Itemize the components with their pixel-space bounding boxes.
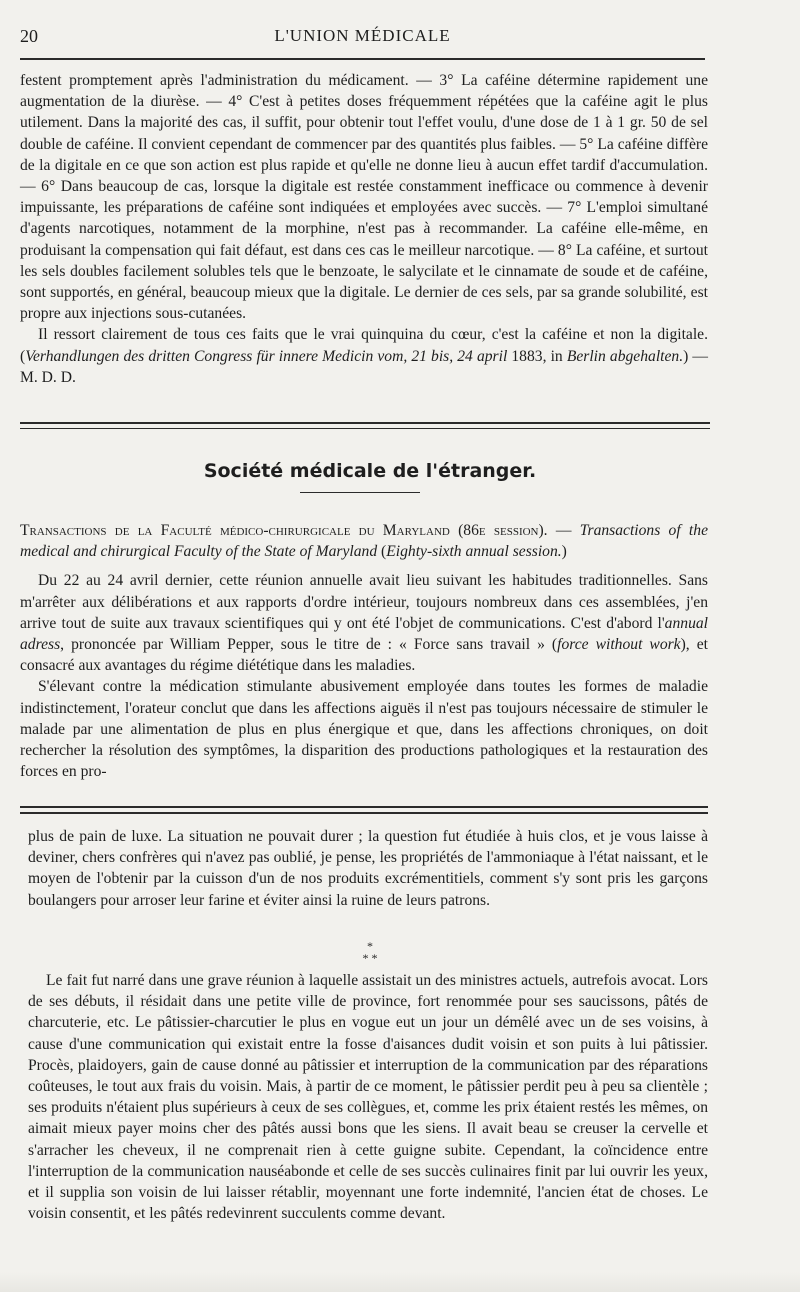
heading-paren-close: ) bbox=[561, 543, 567, 561]
summary-text: Il ressort clairement de tous ces faits que le vrai quinquina du cœur, c'est la caféine et non la digitale. ( bbox=[20, 326, 708, 365]
header-rule bbox=[20, 58, 705, 60]
caffeine-conclusions-paragraph: festent promptement après l'administration du médicament. — 3° La caféine détermine rapidement une augmentation de la diurèse. — 4° C'est à petites doses fréquemment répétées que la caféine agit le plus utilement. Dans la majorité des cas, il suffit, pour obtenir tout l'effet voulu, d'une dose de 1 à 1 gr. 50 de sel double de caféine. Il convient cependant de commencer par des quantités plus faibles. — 5° La caféine diffère de la digitale en ce que son action est plus rapide et qu'elle ne donne lieu à aucun effet tardif d'accumulation. — 6° Dans beaucoup de cas, lorsque la digitale est restée constamment inefficace ou commence à devenir impuissante, les préparations de caféine sont indiquées et employées avec succès. — 7° L'emploi simultané d'agents narcotiques, notamment de la morphine, n'est pas à recommander. La caféine elle-même, en produisant la compensation qui fait défaut, est dans ces cas le meilleur narcotique. — 8° La caféine, et surtout les sels doubles facilement solubles tels que le benzoate, le salycilate et le cinnamate de soude et de caféine, sont supportés, en général, beaucoup mieux que la digitale. Le dernier de ces sels, par sa grande solubilité, est propre aux injections sous-cutanées. bbox=[20, 72, 708, 323]
author-signature: ) — M. D. D. bbox=[20, 347, 709, 386]
running-title: L'UNION MÉDICALE bbox=[274, 26, 451, 45]
stimulation-paragraph: S'élevant contre la médication stimulante abusivement employée dans toutes les formes de maladie indistinctement, l'orateur conclut que dans les affections aiguës il n'est pas toujours nécessaire de stimuler le malade par une alimentation de plus en plus énergique et que, dans les affections chroniques, on doit rechercher la résolution des symptômes, la disparition des productions pathologiques et la restauration des forces en pro- bbox=[20, 678, 708, 781]
transactions-session: Eighty-sixth annual session. bbox=[386, 543, 562, 561]
transactions-article bbox=[20, 520, 708, 782]
page-header bbox=[20, 26, 705, 54]
caffeine-article bbox=[20, 70, 708, 388]
fold-rule-1 bbox=[20, 806, 708, 808]
lower-page-story bbox=[28, 970, 708, 1224]
pastry-story-paragraph: Le fait fut narré dans une grave réunion à laquelle assistait un des ministres actuels, autrefois avocat. Lors de ses débuts, il résidait dans une petite ville de province, fort renommée pour ses saucissons, pâtés de charcuterie, etc. Le pâtissier-charcutier le plus en vogue eut un jour un démêlé avec un de ses voisins, à cause d'une communication qui existait entre la fosse d'aisances dudit voisin et son puits à lui pâtissier. Procès, plaidoyers, gain de cause donné au pâtissier et interruption de la communication par des réparations coûteuses, le tout aux frais du voisin. Mais, à partir de ce moment, le pâtissier perdit peu à peu sa clientèle ; ses produits n'étaient plus supérieurs à ceux de ses collègues, et, comme les prix étaient restés les mêmes, on aimait mieux payer moins cher des pâtés aussi bons que les siens. Il avait beau se creuser la cervelle et s'arracher les cheveux, il ne comprenait rien à cette guigne subite. Cependant, la coïncidence entre l'interruption de la communication nauséabonde et celle de ses succès culinaires finit par lui ouvrir les yeux, et il supplia son voisin de lui laisser rétablir, moyennant une forte indemnité, l'ancien état de choses. Le voisin consentit, et les pâtés redevinrent succulents comme devant. bbox=[28, 972, 708, 1223]
heading-paren-open: ( bbox=[377, 543, 387, 561]
section-rule-top-2 bbox=[20, 428, 710, 429]
fold-rule-2 bbox=[20, 812, 708, 814]
transactions-heading-fr: Transactions de la Faculté médico-chirurgicale du Maryland (86e session). bbox=[20, 522, 548, 539]
heading-dash: — bbox=[547, 522, 580, 539]
section-title-underline bbox=[300, 492, 420, 493]
section-title: Société médicale de l'étranger. bbox=[203, 460, 537, 482]
citation-place: Berlin abgehalten. bbox=[566, 347, 684, 365]
address-text-c: ), et consacré aux avantages du régime diététique dans les maladies. bbox=[20, 636, 708, 675]
address-text-a: Du 22 au 24 avril dernier, cette réunion annuelle avait lieu suivant les habitudes traditionnelles. Sans m'arrêter aux délibérations et aux rapports d'ordre intérieur, toujours nombreux dans ces assemblées, j'en arrive tout de suite aux travaux scientifiques qui y ont été l'objet de communications. C'est d'abord l' bbox=[20, 572, 708, 632]
transactions-heading bbox=[20, 520, 708, 562]
section-separator-stars bbox=[330, 940, 410, 964]
lower-page-top bbox=[28, 826, 708, 911]
star-top: * bbox=[367, 939, 373, 953]
transactions-heading-en: Transactions of the medical and chirurgical Faculty of the State of Maryland bbox=[20, 522, 708, 561]
address-italic-2: force without work bbox=[557, 636, 681, 654]
section-rule-top-1 bbox=[20, 422, 710, 424]
bakers-paragraph: plus de pain de luxe. La situation ne pouvait durer ; la question fut étudiée à huis clos, et je vous laisse à deviner, chers confrères qui n'avez pas oublié, je pense, les propriétés de l'ammoniaque à l'état naissant, et le moyen de l'obtenir par la cuisson d'un de nos produits excrémentitiels, comment s'y sont pris les garçons boulangers pour arroser leur farine et éviter ainsi la ruine de leurs patrons. bbox=[28, 828, 708, 909]
annual-address-paragraph bbox=[20, 570, 708, 676]
address-italic: annual adress bbox=[20, 614, 708, 654]
page-bottom-edge bbox=[0, 1272, 800, 1292]
page-number: 20 bbox=[20, 26, 38, 46]
address-text-b: , prononcée par William Pepper, sous le titre de : « Force sans travail » ( bbox=[60, 636, 558, 654]
citation-year: 1883, in bbox=[507, 347, 567, 365]
stars-bottom: * * bbox=[362, 951, 378, 965]
citation-title: Verhandlungen des dritten Congress für innere Medicin vom, 21 bis, 24 april bbox=[25, 347, 508, 365]
caffeine-summary-paragraph bbox=[20, 324, 708, 388]
